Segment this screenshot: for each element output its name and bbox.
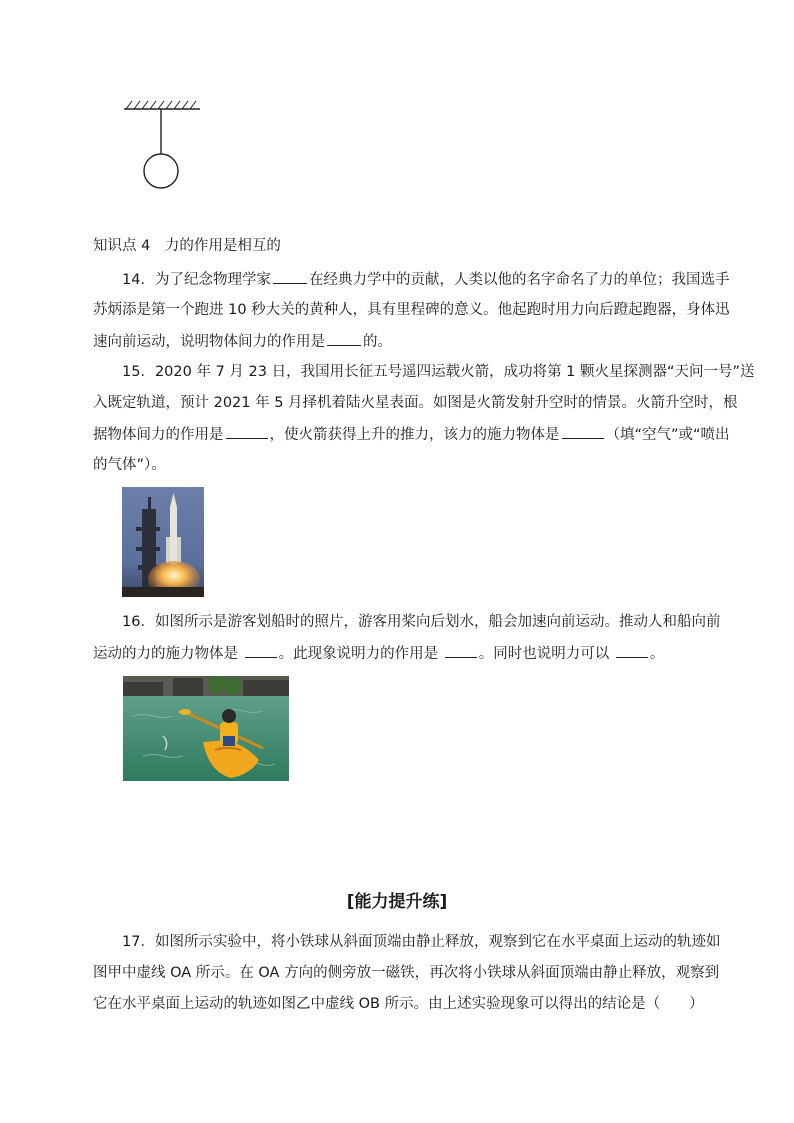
- q14-line-1: [122, 269, 730, 290]
- q15-blank-source[interactable]: [562, 424, 604, 439]
- rocket-illustration: [122, 487, 204, 597]
- pendulum-figure: [118, 96, 208, 196]
- q15-text-3c: （填“空气”或“喷出: [605, 427, 730, 443]
- q14-blank-physicist[interactable]: [273, 269, 307, 284]
- ceiling-hatch: [126, 101, 196, 109]
- q14-text-1a: 14．为了纪念物理学家: [122, 272, 271, 288]
- q16-text-2d: 。: [649, 646, 665, 662]
- q16-line-2: [93, 643, 703, 664]
- ability-heading: [能力提升练]: [346, 892, 448, 912]
- q15-line-1: 15．2020 年 7 月 23 日，我国用长征五号遥四运载火箭，成功将第 1 颗火星探测器“天问一号”送: [122, 364, 755, 380]
- rocket-launch-photo: [122, 487, 204, 597]
- q16-text-2c: 。同时也说明力可以: [478, 646, 610, 662]
- kayak-illustration: [123, 676, 289, 781]
- q14-line-3: [93, 331, 703, 352]
- q16-text-2b: 。此现象说明力的作用是: [278, 646, 439, 662]
- q16-text-2a: 运动的力的施力物体是: [93, 646, 238, 662]
- q16-blank-effect[interactable]: [616, 643, 648, 658]
- q15-line-2: 入既定轨道，预计 2021 年 5 月择机着陆火星表面。如图是火箭发射升空时的情景。火箭升空时，根: [93, 395, 738, 411]
- pendulum-ball: [144, 154, 178, 188]
- q17-line-3: 它在水平桌面上运动的轨迹如图乙中虚线 OB 所示。由上述实验现象可以得出的结论是（ ）: [93, 996, 704, 1012]
- q14-text-3a: 速向前运动，说明物体间力的作用是: [93, 334, 325, 350]
- q14-line-2: 苏炳添是第一个跑进 10 秒大关的黄种人，具有里程碑的意义。他起跑时用力向后蹬起跑器，身体迅: [93, 302, 730, 318]
- q14-text-3b: 的。: [363, 334, 392, 350]
- q16-line-1: 16．如图所示是游客划船时的照片，游客用桨向后划水，船会加速向前运动。推动人和船向前: [122, 614, 721, 630]
- section-title: 知识点 4 力的作用是相互的: [93, 238, 281, 254]
- q15-line-4: 的气体”）。: [93, 457, 166, 473]
- q14-text-1b: 在经典力学中的贡献，人类以他的名字命名了力的单位；我国选手: [308, 272, 730, 288]
- q16-blank-source[interactable]: [245, 643, 277, 658]
- q16-blank-mutual[interactable]: [445, 643, 477, 658]
- paddle-blade: [179, 709, 191, 715]
- q17-line-2: 图甲中虚线 OA 所示。在 OA 方向的侧旁放一磁铁，再次将小铁球从斜面顶端由静止释放，观察到: [93, 965, 720, 981]
- q15-text-3b: ，使火箭获得上升的推力，该力的施力物体是: [269, 427, 560, 443]
- kayak-photo: [123, 676, 289, 781]
- q17-line-1: 17．如图所示实验中，将小铁球从斜面顶端由静止释放，观察到它在水平桌面上运动的轨迹如: [122, 934, 721, 950]
- q14-blank-mutual[interactable]: [327, 331, 361, 346]
- q15-blank-principle[interactable]: [226, 424, 268, 439]
- q15-line-3: [93, 424, 730, 445]
- paddler: [220, 709, 238, 746]
- q15-text-3a: 据物体间力的作用是: [93, 427, 224, 443]
